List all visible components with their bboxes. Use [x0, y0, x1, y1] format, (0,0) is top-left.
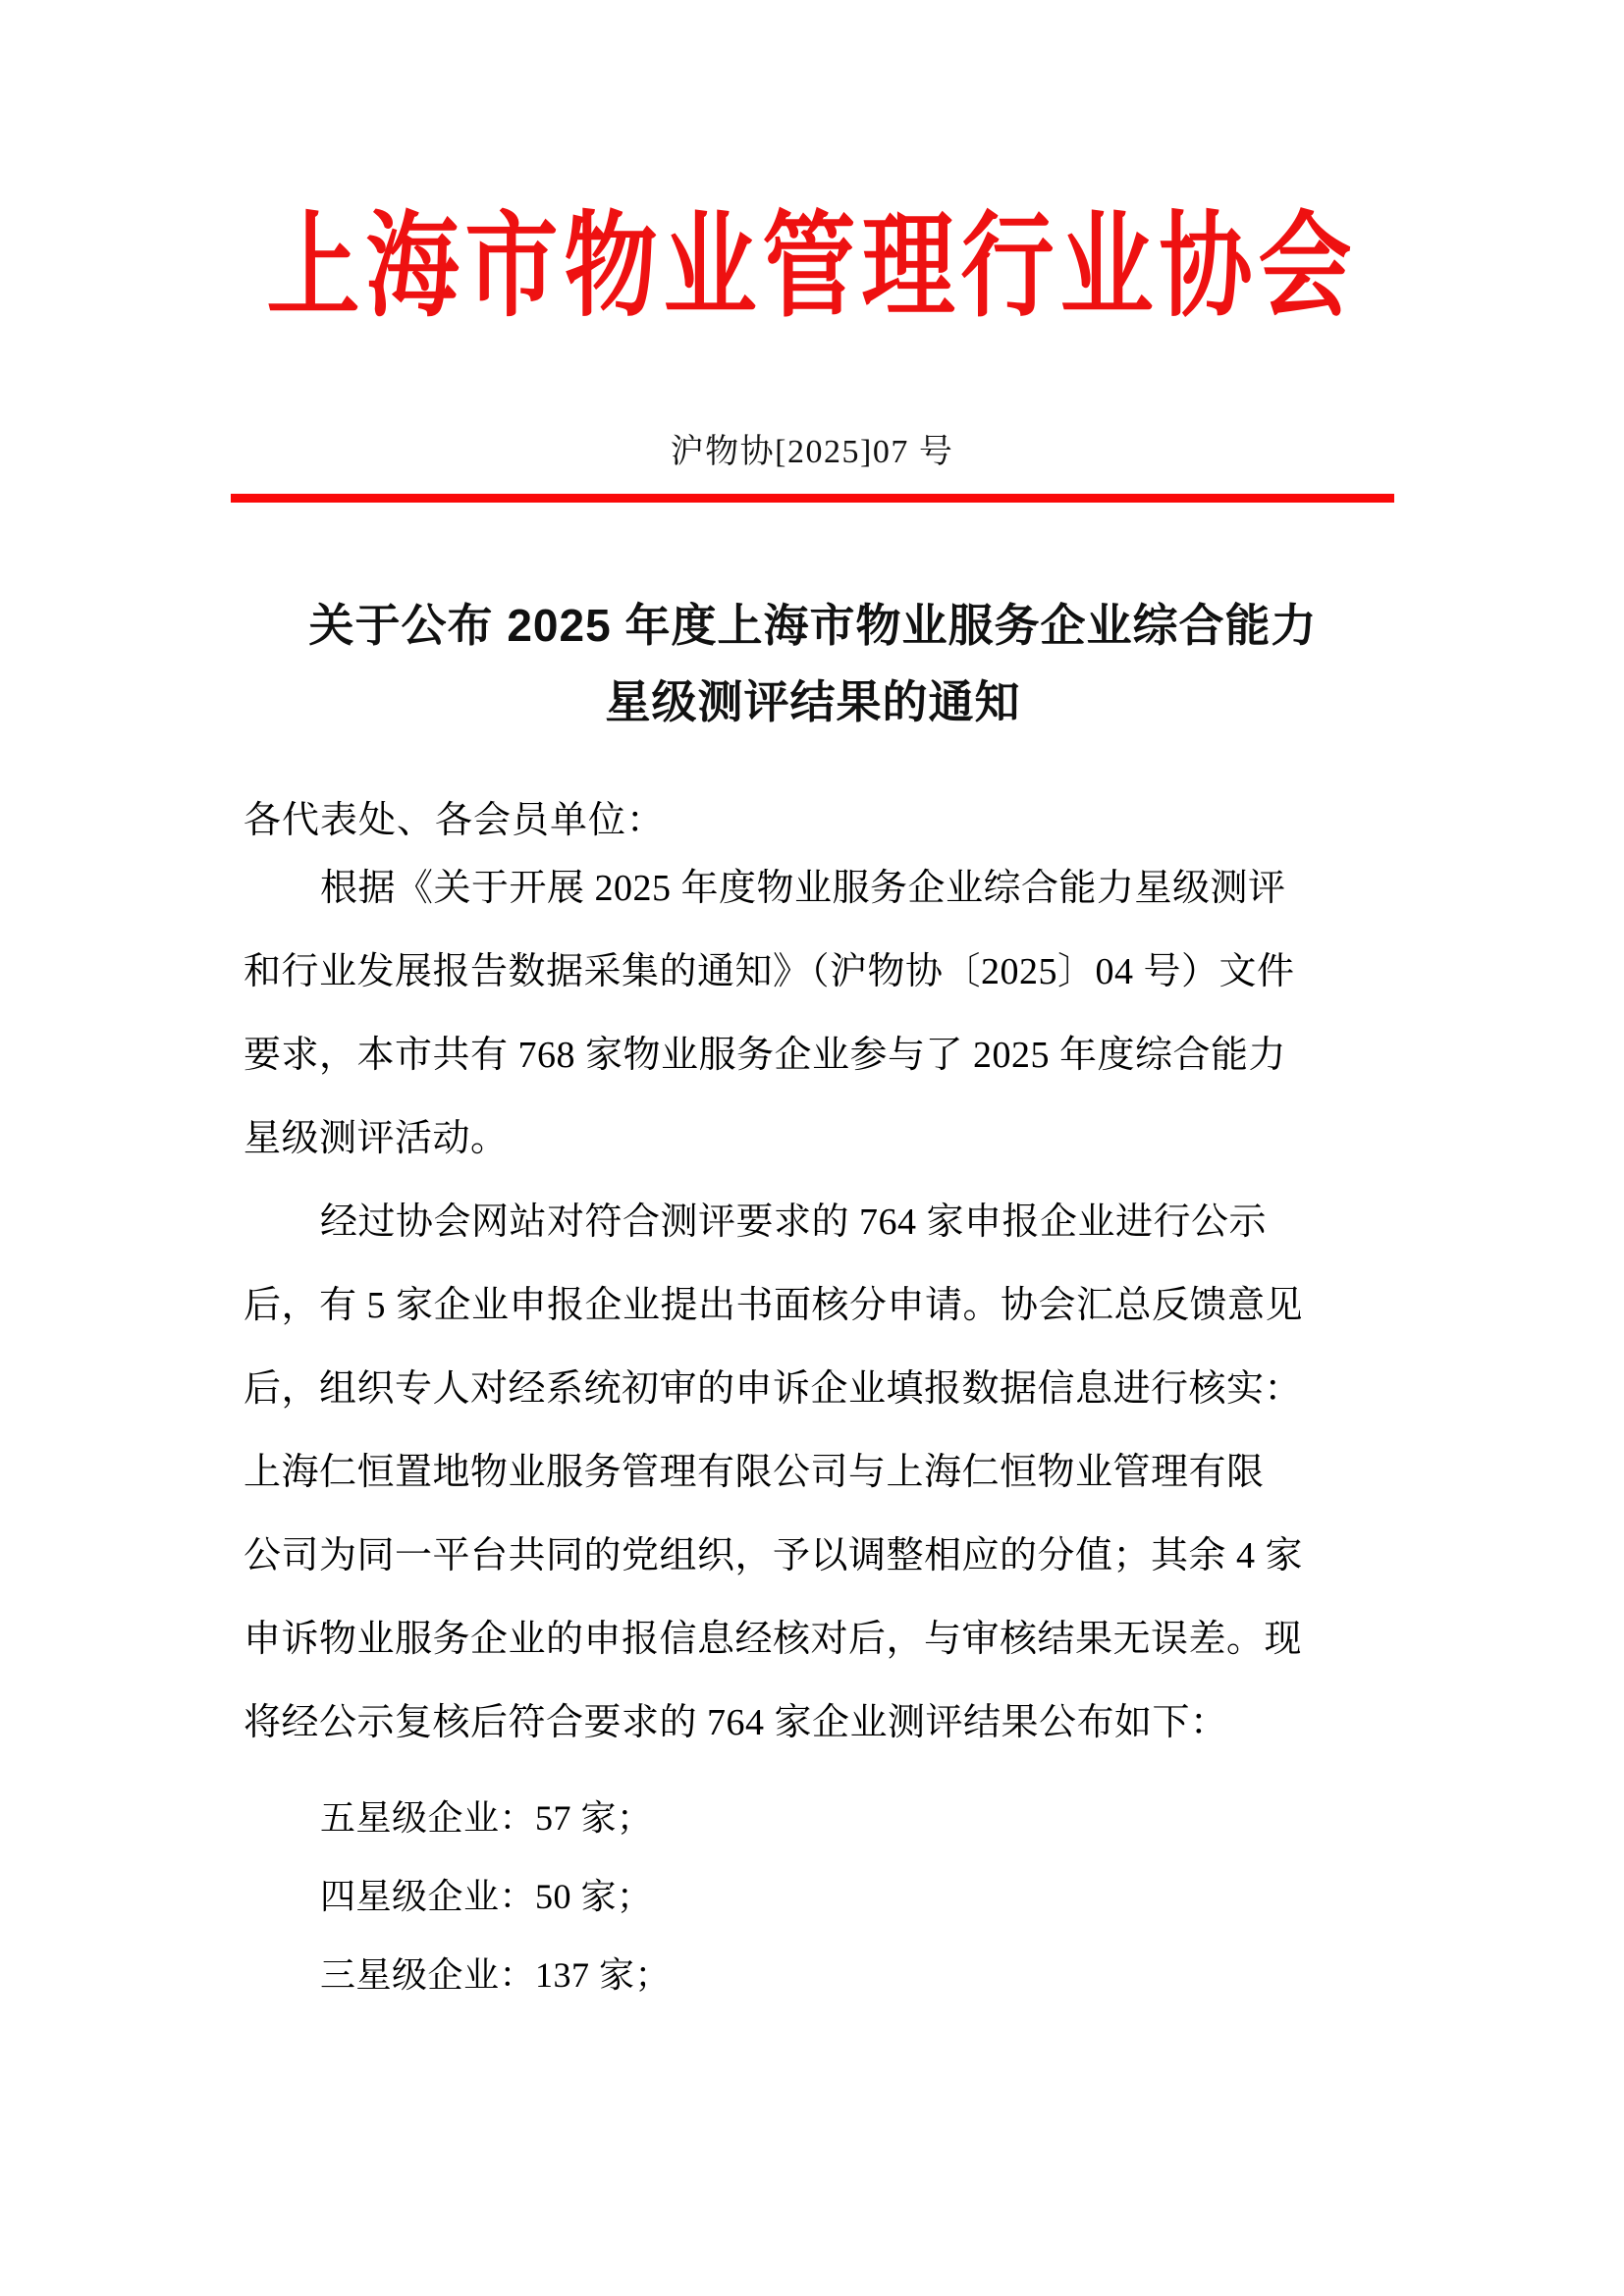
paragraph-2-line-4: 上海仁恒置地物业服务管理有限公司与上海仁恒物业管理有限 [244, 1452, 1265, 1494]
paragraph-1-line-1: 根据《关于开展 2025 年度物业服务企业综合能力星级测评 [320, 868, 1286, 910]
page-title [244, 579, 1382, 740]
title-line-2: 星级测评结果的通知 [605, 676, 1021, 727]
list-item-three-star: 三星级企业：137 家； [320, 1955, 672, 1996]
paragraph-2-line-2: 后，有 5 家企业申报企业提出书面核分申请。协会汇总反馈意见 [244, 1285, 1304, 1327]
organization-name: 上海市物业管理行业协会 [266, 199, 1358, 334]
paragraph-2-line-1: 经过协会网站对符合测评要求的 764 家申报企业进行公示 [320, 1201, 1268, 1244]
paragraph-2 [244, 1181, 1382, 1765]
letterhead-red-rule [231, 494, 1394, 503]
paragraph-1-line-2: 和行业发展报告数据采集的通知》（沪物协〔2025〕04 号）文件 [244, 951, 1295, 993]
star-rating-results-list [244, 1779, 1382, 2014]
salutation: 各代表处、各会员单位： [244, 800, 666, 841]
paragraph-2-line-3: 后，组织专人对经系统初审的申诉企业填报数据信息进行核实： [244, 1368, 1303, 1411]
document-body [244, 579, 1382, 2014]
title-line-1: 关于公布 2025 年度上海市物业服务企业综合能力 [308, 600, 1318, 651]
document-number-row [0, 424, 1624, 472]
paragraph-1-line-4: 星级测评活动。 [244, 1118, 509, 1160]
letterhead [0, 199, 1624, 334]
paragraph-1 [244, 847, 1382, 1181]
paragraph-2-line-5: 公司为同一平台共同的党组织，予以调整相应的分值；其余 4 家 [244, 1535, 1304, 1577]
paragraph-1-line-3: 要求，本市共有 768 家物业服务企业参与了 2025 年度综合能力 [244, 1035, 1287, 1077]
paragraph-2-line-7: 将经公示复核后符合要求的 764 家企业测评结果公布如下： [244, 1702, 1228, 1744]
list-item-four-star: 四星级企业：50 家； [320, 1877, 653, 1917]
list-item-five-star: 五星级企业：57 家； [320, 1798, 653, 1839]
document-number: 沪物协[2025]07 号 [670, 434, 954, 470]
paragraph-2-line-6: 申诉物业服务企业的申报信息经核对后，与审核结果无误差。现 [244, 1619, 1303, 1661]
